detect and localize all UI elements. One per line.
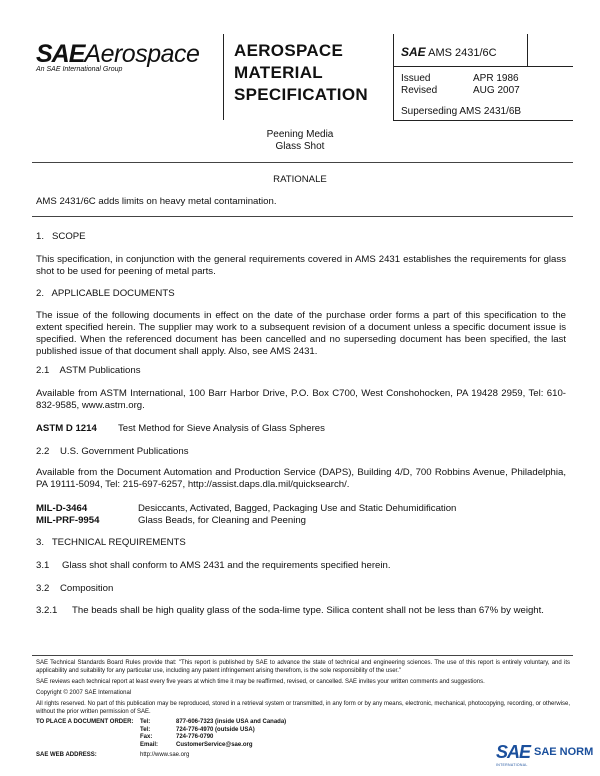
usgov-doc-id-1: MIL-D-3464 xyxy=(36,503,88,514)
composition-heading: 3.2 Composition xyxy=(36,583,114,594)
issued-label: Issued xyxy=(401,73,431,84)
item-3-1-text: Glass shot shall conform to AMS 2431 and the requirements specified herein. xyxy=(62,560,391,571)
subject-line-2: Glass Shot xyxy=(275,141,325,152)
header-divider-left xyxy=(223,34,224,120)
web-address-link[interactable]: http://www.sae.org xyxy=(140,752,190,758)
footer-rights: All rights reserved. No part of this publication may be reproduced, stored in a retrieval system or transmitted, in any form or by any means, electronic, mechanical, photocopying, recording, or otherwise, without the prior written permission of SAE. xyxy=(36,701,570,715)
doc-sae-mark: SAE xyxy=(401,45,426,59)
footer-board-rules: SAE Technical Standards Board Rules provide that: "This report is published by SAE to advance the state of technical and engineering sciences. The use of this report is entirely voluntary, and its applicability and suitability for any particular use, including any patent infringement arising therefrom, is the sole responsibility of the user." xyxy=(36,660,570,674)
logo-subtitle: An SAE International Group xyxy=(36,66,123,73)
item-3-2-1 xyxy=(36,605,566,617)
astm-heading: 2.1 ASTM Publications xyxy=(36,365,141,376)
revised-row xyxy=(401,85,531,96)
subject-rule xyxy=(32,162,573,163)
contact-row: Tel: 877-606-7323 (inside USA and Canada) xyxy=(140,719,287,725)
usgov-heading: 2.2 U.S. Government Publications xyxy=(36,446,189,457)
technical-heading: 3. TECHNICAL REQUIREMENTS xyxy=(36,537,186,548)
title-line-aerospace: AEROSPACE xyxy=(234,41,344,60)
header-rule-doc xyxy=(393,66,573,67)
usgov-text: Available from the Document Automation and Production Service (DAPS), Building 4/D, 700 Robbins Avenue, Philadelphia, PA 19111-5094, Tel: 215-697-6257, http://assist.daps.dla.mil/quicksearch/. xyxy=(36,467,566,490)
item-3-1 xyxy=(36,560,566,572)
web-label: SAE WEB ADDRESS: xyxy=(36,752,97,758)
sae-aerospace-logo xyxy=(36,40,199,73)
subject-line-1: Peening Media xyxy=(266,129,334,140)
contact-email-link[interactable]: CustomerService@sae.org xyxy=(176,741,253,748)
item-3-2-1-text: The beads shall be high quality glass of the soda-lime type. Silica content shall not be less than 67% by weight. xyxy=(72,605,544,616)
order-label: TO PLACE A DOCUMENT ORDER: xyxy=(36,719,134,725)
contact-value[interactable]: 724-776-0790 xyxy=(176,734,214,740)
contact-value[interactable]: 724-776-4970 (outside USA) xyxy=(176,726,255,733)
footer-copyright: Copyright © 2007 SAE International xyxy=(36,690,132,696)
scope-heading: 1. SCOPE xyxy=(36,231,86,242)
norm-sub: INTERNATIONAL xyxy=(496,763,528,767)
logo-aerospace-text: Aerospace xyxy=(84,40,200,68)
doc-number-text: AMS 2431/6C xyxy=(428,47,497,59)
header-divider-right xyxy=(393,34,394,120)
sae-norm-logo xyxy=(496,742,596,772)
contact-value[interactable]: 877-606-7323 (inside USA and Canada) xyxy=(176,719,287,725)
title-line-specification: SPECIFICATION xyxy=(234,85,368,104)
item-3-2-1-number: 3.2.1 xyxy=(36,605,58,616)
norm-sae-mark: SAE xyxy=(496,742,531,762)
usgov-doc-title-2: Glass Beads, for Cleaning and Peening xyxy=(138,515,306,526)
header-divider-doc xyxy=(527,34,528,66)
contact-row: Fax: 724-776-0790 xyxy=(140,734,214,740)
document-type-title xyxy=(234,40,368,106)
revised-value: AUG 2007 xyxy=(473,85,520,96)
astm-doc-row xyxy=(36,423,566,435)
issued-row xyxy=(401,73,531,84)
footer-rule xyxy=(32,655,573,656)
scope-text: This specification, in conjunction with the general requirements covered in AMS 2431 establishes the requirements for glass shot to be used for peening of metal parts. xyxy=(36,254,566,277)
norm-text: SAE NORM xyxy=(534,746,594,758)
title-line-material: MATERIAL xyxy=(234,63,323,82)
contact-row: Tel: 724-776-4970 (outside USA) xyxy=(140,726,255,733)
header-rule-bottom xyxy=(393,120,573,121)
rationale-text: AMS 2431/6C adds limits on heavy metal contamination. xyxy=(36,196,277,207)
document-number xyxy=(401,45,497,59)
rationale-heading: RATIONALE xyxy=(273,174,327,185)
usgov-doc-id-2: MIL-PRF-9954 xyxy=(36,515,100,526)
subject-block xyxy=(0,129,600,153)
usgov-doc-row-1 xyxy=(36,503,566,515)
revised-label: Revised xyxy=(401,85,438,96)
issued-value: APR 1986 xyxy=(473,73,519,84)
item-3-1-number: 3.1 xyxy=(36,560,50,571)
contact-row: Email: CustomerService@sae.org xyxy=(140,741,253,748)
astm-doc-id: ASTM D 1214 xyxy=(36,423,97,434)
applicable-heading: 2. APPLICABLE DOCUMENTS xyxy=(36,288,175,299)
applicable-text: The issue of the following documents in effect on the date of the purchase order forms a part of this specification to the extent specified herein. The supplier may work to a subsequent revision of a document unless a specific document issue is specified. When the referenced document has been cancelled and no superseding document has been specified, the last published issue of that document shall apply. Also, see AMS 2431. xyxy=(36,310,566,357)
logo-sae-text: SAE xyxy=(36,40,85,68)
rationale-rule xyxy=(32,216,573,217)
superseding-text: Superseding AMS 2431/6B xyxy=(401,106,522,117)
footer-review: SAE reviews each technical report at least every five years at which time it may be reaffirmed, revised, or cancelled. SAE invites your written comments and suggestions. xyxy=(36,679,485,685)
astm-doc-title: Test Method for Sieve Analysis of Glass Spheres xyxy=(118,423,325,434)
usgov-doc-row-2 xyxy=(36,515,566,527)
usgov-doc-title-1: Desiccants, Activated, Bagged, Packaging Use and Static Dehumidification xyxy=(138,503,457,514)
astm-text: Available from ASTM International, 100 Barr Harbor Drive, P.O. Box C700, West Conshohocken, PA 19428 2959, Tel: 610-832-9585, www.astm.org. xyxy=(36,388,566,411)
order-contacts xyxy=(140,719,360,749)
